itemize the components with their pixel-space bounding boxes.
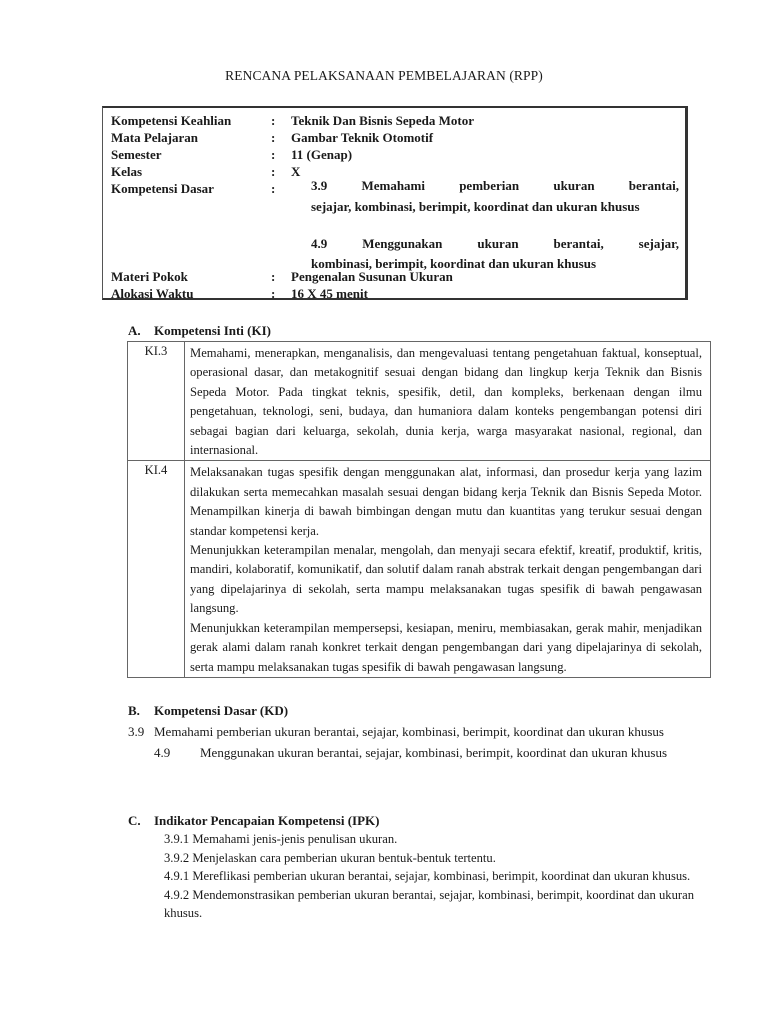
info-colon: :	[271, 130, 276, 145]
info-colon: :	[271, 286, 276, 301]
section-title: Indikator Pencapaian Kompetensi (IPK)	[154, 813, 380, 828]
kd-text: Menggunakan ukuran berantai, sejajar, kombinasi, berimpit, koordinat dan ukuran khusus	[200, 745, 668, 760]
ipk-item-3-9-1: 3.9.1 Memahami jenis-jenis penulisan ukuran.	[164, 832, 398, 846]
document-title: RENCANA PELAKSANAAN PEMBELAJARAN (RPP)	[225, 68, 543, 83]
ki-code: KI.4	[128, 461, 185, 677]
section-title: Kompetensi Dasar (KD)	[154, 703, 289, 718]
kd-word: Menggunakan	[362, 236, 443, 251]
info-value: Pengenalan Susunan Ukuran	[291, 269, 453, 284]
info-value: Teknik Dan Bisnis Sepeda Motor	[291, 113, 475, 128]
table-row	[128, 461, 711, 677]
ki-description	[185, 342, 711, 461]
kd-word: berantai,	[628, 178, 679, 193]
kd-list	[128, 722, 698, 762]
ki-code: KI.3	[128, 342, 185, 461]
table-row	[128, 342, 711, 461]
kd-item-3-9	[128, 722, 698, 741]
kd-first-line	[311, 233, 679, 255]
info-label: Mata Pelajaran	[111, 130, 199, 145]
info-colon: :	[271, 269, 276, 284]
info-colon: :	[271, 164, 276, 179]
kd-word: pemberian	[459, 178, 520, 193]
info-kd-item-4-9	[311, 233, 679, 272]
ki-paragraph: Melaksanakan tugas spesifik dengan menggunakan alat, informasi, dan prosedur kerja yang lazim dilakukan serta memecahkan masalah sesuai dengan bidang kerja Teknik dan Bisnis Sepeda Motor. Menampilkan kinerja di bawah bimbingan dengan mutu dan kuantitas yang terukur sesuai dengan standar kompetensi kerja.	[190, 465, 702, 538]
info-colon: :	[271, 113, 276, 128]
section-letter: B.	[128, 703, 140, 718]
kd-word: ukuran	[553, 178, 595, 193]
info-colon: :	[271, 181, 276, 196]
info-value: 16 X 45 menit	[291, 286, 368, 301]
kd-text: Memahami pemberian ukuran berantai, sejajar, kombinasi, berimpit, koordinat dan ukuran khusus	[154, 724, 664, 739]
kd-number: 3.9	[311, 178, 328, 193]
section-a-heading	[128, 323, 271, 339]
kd-word: sejajar,	[638, 236, 679, 251]
section-c-heading	[128, 813, 379, 829]
info-label: Kompetensi Dasar	[111, 181, 214, 196]
kd-number: 4.9	[154, 745, 171, 760]
info-kd-item-3-9	[311, 175, 679, 216]
kd-number: 4.9	[311, 236, 328, 251]
ipk-list	[164, 830, 694, 923]
identity-box	[102, 106, 688, 300]
kd-number: 3.9	[128, 724, 145, 739]
ipk-item-3-9-2: 3.9.2 Menjelaskan cara pemberian ukuran bentuk-bentuk tertentu.	[164, 850, 496, 865]
info-colon: :	[271, 147, 276, 162]
info-label: Kompetensi Keahlian	[111, 113, 232, 128]
kd-rest: kombinasi, berimpit, koordinat dan ukuran khusus	[311, 256, 597, 271]
info-value: X	[291, 164, 301, 179]
section-letter: A.	[128, 323, 141, 338]
info-label: Semester	[111, 147, 162, 162]
ki-paragraph: Memahami, menerapkan, menganalisis, dan mengevaluasi tentang pengetahuan faktual, konseptual, operasional dasar, dan metakognitif sesuai dengan bidang dan lingkup kerja Teknik dan Bisnis Sepeda Motor. Pada tingkat teknis, spesifik, detil, dan kompleks, berkenaan dengan ilmu pengetahuan, teknologi, seni, budaya, dan humaniora dalam konteks pengembangan potensi diri sebagai bagian dari keluarga, sekolah, dunia kerja, warga masyarakat nasional, regional, dan internasional.	[190, 346, 702, 458]
ki-paragraph: Menunjukkan keterampilan mempersepsi, kesiapan, meniru, membiasakan, gerak mahir, menjadikan gerak alami dalam ranah konkret terkait dengan pengembangan dari yang dipelajarinya di sekolah, serta mampu melaksanakan tugas spesifik di bawah pengawasan langsung.	[190, 620, 702, 674]
kd-word: Memahami	[361, 178, 425, 193]
kd-first-line	[311, 175, 679, 197]
section-title: Kompetensi Inti (KI)	[154, 323, 271, 338]
info-value: 11 (Genap)	[291, 147, 353, 162]
section-letter: C.	[128, 813, 141, 828]
ipk-item-4-9-2: 4.9.2 Mendemonstrasikan pemberian ukuran berantai, sejajar, kombinasi, berimpit, koordinat dan ukuran khusus.	[164, 887, 694, 921]
kd-word: berantai,	[553, 236, 604, 251]
info-label: Alokasi Waktu	[111, 286, 194, 301]
ki-paragraph: Menunjukkan keterampilan menalar, mengolah, dan menyaji secara efektif, kreatif, produktif, kritis, mandiri, kolaboratif, komunikatif, dan solutif dalam ranah abstrak terkait dengan pengembangan dari yang dipelajarinya di sekolah, serta mampu melaksanakan tugas spesifik di bawah pengawasan langsung.	[190, 543, 702, 616]
info-value: Gambar Teknik Otomotif	[291, 130, 434, 145]
info-label: Kelas	[111, 164, 143, 179]
ki-table	[127, 341, 711, 678]
kd-item-4-9	[128, 743, 698, 762]
ki-description	[185, 461, 711, 677]
ipk-item-4-9-1: 4.9.1 Mereflikasi pemberian ukuran berantai, sejajar, kombinasi, berimpit, koordinat dan ukuran khusus.	[164, 869, 691, 884]
kd-rest: sejajar, kombinasi, berimpit, koordinat dan ukuran khusus	[311, 199, 640, 214]
section-b-heading	[128, 703, 288, 719]
kd-word: ukuran	[477, 236, 519, 251]
info-label: Materi Pokok	[111, 269, 188, 284]
